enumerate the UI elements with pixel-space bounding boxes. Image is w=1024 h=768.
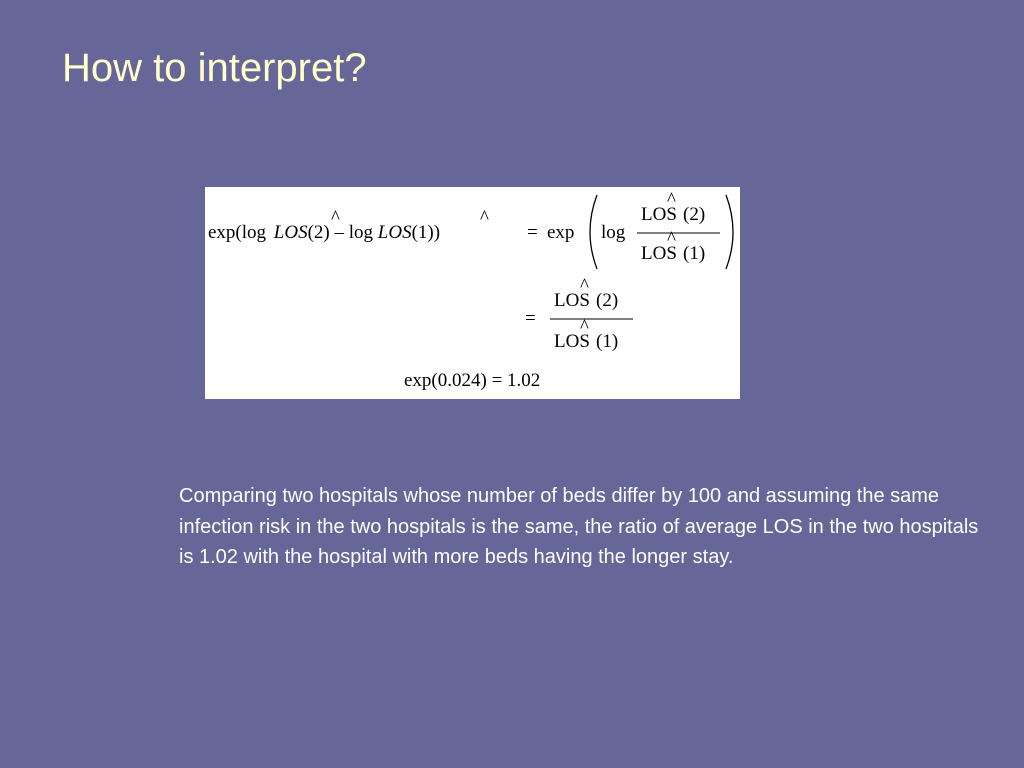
equation-image bbox=[205, 187, 740, 399]
hat-mark: ^ bbox=[580, 316, 589, 337]
frac2-num-arg: (2) bbox=[596, 290, 619, 311]
frac1-den-los: LOS bbox=[641, 243, 677, 264]
eq-line1-left: exp(log LOS(2) – log LOS(1)) bbox=[208, 222, 441, 243]
eq-equals-1: = bbox=[527, 222, 538, 243]
hat-mark: ^ bbox=[667, 189, 676, 210]
hat-mark: ^ bbox=[331, 207, 340, 228]
eq-log: log bbox=[601, 222, 626, 243]
big-left-paren bbox=[590, 195, 597, 269]
eq-exp: exp bbox=[547, 222, 575, 243]
hat-mark: ^ bbox=[667, 228, 676, 249]
eq-equals-2: = bbox=[525, 308, 536, 329]
frac1-num-los: LOS bbox=[641, 204, 677, 225]
slide-title: How to interpret? bbox=[62, 46, 367, 90]
frac2-den-los: LOS bbox=[554, 331, 590, 352]
hat-mark: ^ bbox=[480, 207, 489, 228]
big-right-paren bbox=[726, 195, 733, 269]
eq-result: exp(0.024) = 1.02 bbox=[404, 370, 541, 391]
explanation-paragraph: Comparing two hospitals whose number of beds differ by 100 and assuming the same infection risk in the two hospitals is the same, the ratio of average LOS in the two hospitals is 1.02 with the hospital with more beds having the longer stay. bbox=[179, 485, 979, 568]
frac2-num-los: LOS bbox=[554, 290, 590, 311]
frac2-den-arg: (1) bbox=[596, 331, 619, 352]
equation-svg bbox=[205, 187, 740, 399]
hat-mark: ^ bbox=[580, 275, 589, 296]
frac1-den-arg: (1) bbox=[683, 243, 706, 264]
frac1-num-arg: (2) bbox=[683, 204, 706, 225]
